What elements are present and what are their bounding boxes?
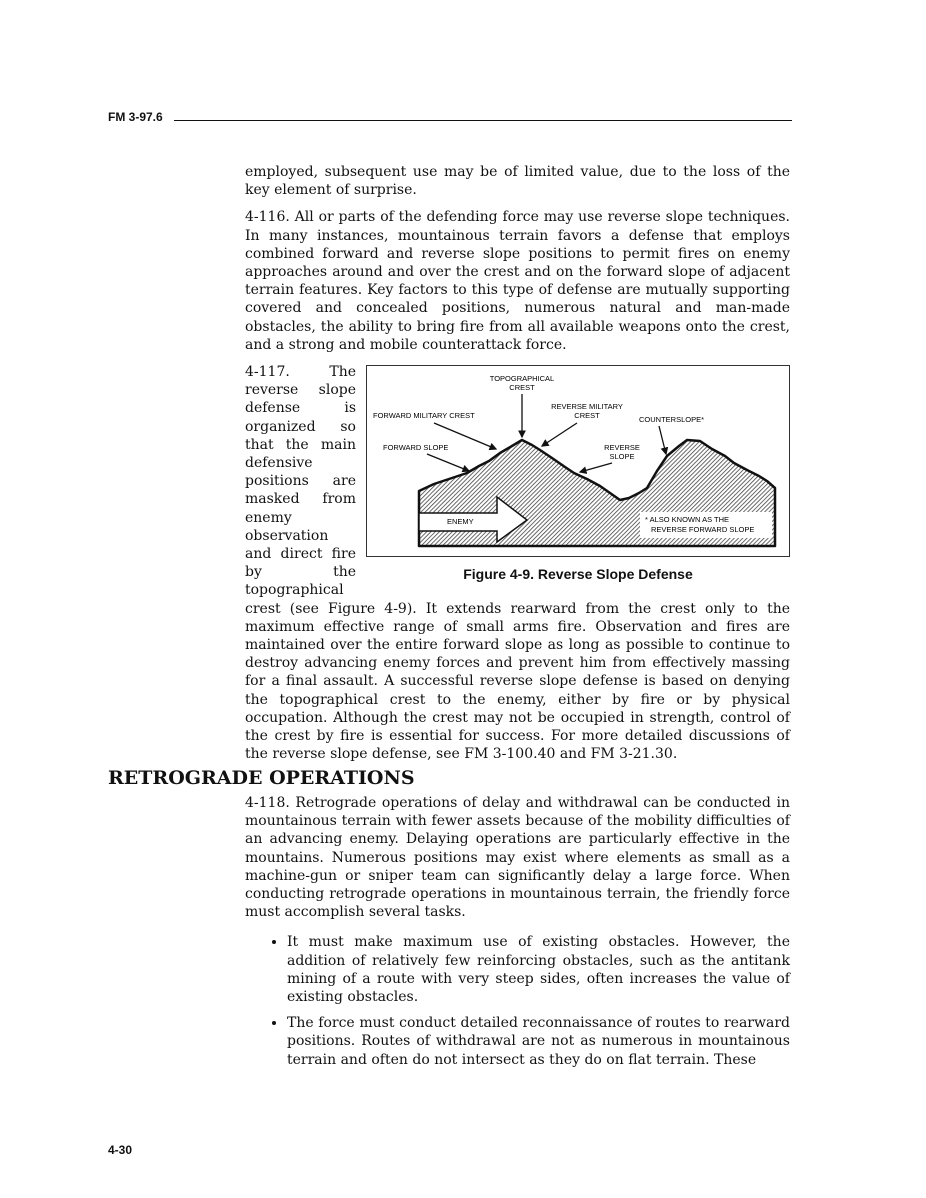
reverse-slope-label-2: SLOPE	[609, 452, 635, 462]
reverse-military-crest-label: REVERSE MILITARY	[551, 402, 623, 412]
running-header: FM 3-97.6	[108, 110, 163, 124]
counterslope-label: COUNTERSLOPE*	[639, 415, 705, 425]
header-rule	[174, 120, 792, 121]
topographical-crest-label: TOPOGRAPHICAL	[489, 374, 555, 384]
figure-caption: Figure 4-9. Reverse Slope Defense	[463, 566, 693, 583]
reverse-slope-diagram	[367, 366, 789, 556]
figure-frame	[366, 365, 790, 557]
reverse-slope-label: REVERSE	[604, 443, 640, 453]
task-list	[245, 933, 790, 1068]
paragraph-4-116: 4-116. All or parts of the defending force may use reverse slope techniques. In many instances, mountainous terrain favors a defense that employs combined forward and reverse slope positions to permit fires on enemy approaches around and over the crest and on the forward slope of adjacent terrain features. Key factors to this type of defense are mutually supporting covered and concealed positions, numerous natural and man-made obstacles, the ability to bring fire from all available weapons onto the crest, and a strong and mobile counterattack force.	[245, 209, 790, 353]
paragraph-4-117: 4-117. The reverse slope defense is organized so that the main defensive positions are masked from enemy observation and direct fire by the topographical crest (see Figure 4-9). It extends rearward from the crest only to the maximum effective range of small arms fire. Observation and fires are maintained over the entire forward slope as long as possible to continue to destroy advancing enemy forces and prevent him from effectively massing for a final assault. A successful reverse slope defense is based on denying the topographical crest to the enemy, either by fire or by physical occupation. Although the crest may not be occupied in strength, control of the crest by fire is essential for success. For more detailed discussions of the reverse slope defense, see FM 3-100.40 and FM 3-21.30.	[245, 364, 790, 763]
list-item: • The force must conduct detailed reconnaissance of routes to rearward positions. Routes of withdrawal are not as numerous in mountainous terrain and often do not intersect as they do on flat terrain. These	[287, 1014, 790, 1069]
section-body	[245, 794, 790, 1077]
note-line-2: REVERSE FORWARD SLOPE	[651, 525, 755, 535]
page-number: 4-30	[108, 1143, 133, 1157]
topographical-crest-label-2: CREST	[509, 383, 535, 393]
paragraph-4-118: 4-118. Retrograde operations of delay and withdrawal can be conducted in mountainous terrain with fewer assets because of the mobility difficulties of an advancing enemy. Delaying operations are particularly effective in the mountains. Numerous positions may exist where elements as small as a machine-gun or sniper team can significantly delay a large force. When conducting retrograde operations in mountainous terrain, the friendly force must accomplish several tasks.	[245, 795, 790, 921]
list-item: • It must make maximum use of existing obstacles. However, the addition of relatively few reinforcing obstacles, such as the antitank mining of a route with very steep sides, often increases the value of existing obstacles.	[287, 933, 790, 1006]
section-heading: RETROGRADE OPERATIONS	[108, 767, 415, 789]
reverse-military-crest-label-2: CREST	[574, 411, 600, 421]
forward-slope-label: FORWARD SLOPE	[383, 443, 449, 453]
note-line-1: * ALSO KNOWN AS THE	[645, 515, 730, 525]
paragraph-continued: employed, subsequent use may be of limited value, due to the loss of the key element of surprise.	[245, 164, 790, 199]
figure-4-9	[366, 365, 790, 582]
forward-military-crest-label: FORWARD MILITARY CREST	[373, 411, 475, 421]
enemy-label: ENEMY	[447, 517, 474, 527]
body-column	[245, 163, 790, 773]
